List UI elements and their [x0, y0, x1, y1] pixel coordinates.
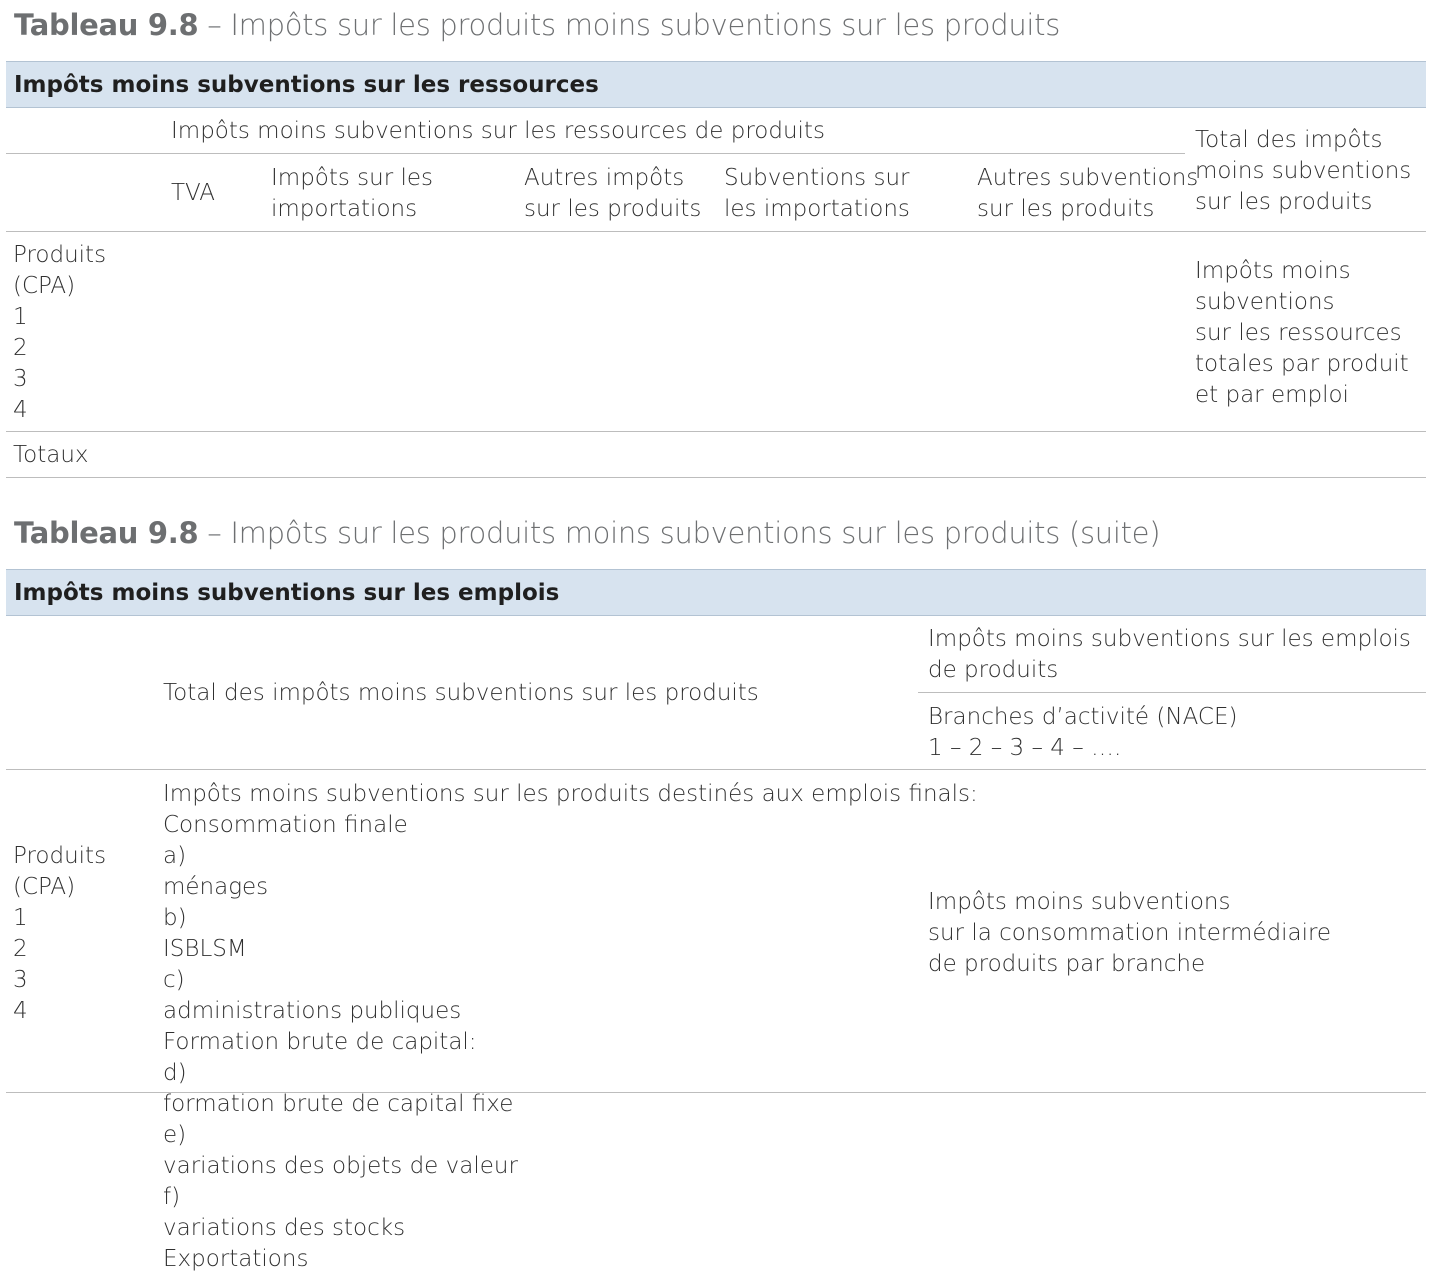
table1-title-text: – Impôts sur les produits moins subventions sur les produits	[198, 8, 1061, 42]
final-uses-intro: Impôts moins subventions sur les produits destinés aux emplois finals:	[163, 781, 978, 807]
text-line: sur les ressources	[1195, 320, 1402, 346]
table1-totals-label: Totaux	[13, 442, 89, 468]
text-line: (CPA)	[13, 273, 76, 299]
text-line: totales par produit	[1195, 351, 1409, 377]
table2-right-header	[928, 624, 1411, 686]
list-item: e) variations des objets de valeur	[163, 1122, 518, 1179]
text-line: importations	[271, 196, 418, 222]
text-line: Autres subventions	[977, 165, 1199, 191]
text-line: et par emploi	[1195, 382, 1349, 408]
table1-group-divider	[6, 153, 1185, 154]
text-line: 2	[13, 936, 28, 962]
table2-bottom-rule	[6, 1092, 1426, 1093]
list-item: f) variations des stocks	[163, 1184, 406, 1241]
text-line: sur les produits	[977, 196, 1155, 222]
table2-title	[14, 516, 1160, 550]
text-line: 2	[13, 335, 28, 361]
text-line: Subventions sur	[724, 165, 910, 191]
text-line: Autres impôts	[524, 165, 685, 191]
table2-left-header: Total des impôts moins subventions sur les produits	[163, 680, 759, 706]
final-consumption-heading: Consommation finale	[163, 812, 408, 838]
text-line: Branches d’activité (NACE)	[928, 704, 1238, 730]
final-uses-list	[163, 779, 978, 1275]
table2-section-band	[6, 569, 1426, 616]
exports-heading: Exportations	[163, 1246, 309, 1272]
col-header-import-taxes	[271, 163, 433, 225]
table1-body-divider	[6, 431, 1426, 432]
table1-total-cell-note	[1195, 256, 1409, 411]
list-item: d) formation brute de capital fixe	[163, 1060, 514, 1117]
col-header-import-subsidies	[724, 163, 910, 225]
table2-row-labels	[13, 841, 106, 1027]
text-line: 4	[13, 998, 28, 1024]
table1-header-divider	[6, 231, 1426, 232]
table1-bottom-rule	[6, 477, 1426, 478]
text-line: (CPA)	[13, 874, 76, 900]
table1-section-title: Impôts moins subventions sur les ressources	[14, 72, 599, 98]
list-item: c) administrations publiques	[163, 967, 462, 1024]
table1-group-header: Impôts moins subventions sur les ressources de produits	[171, 118, 825, 144]
text-line: sur la consommation intermédiaire	[928, 920, 1332, 946]
capital-formation-heading: Formation brute de capital:	[163, 1029, 477, 1055]
text-line: 3	[13, 967, 28, 993]
text-line: Produits	[13, 843, 107, 869]
text-line: Impôts moins subventions sur les emplois	[928, 626, 1411, 652]
text-line: Total des impôts	[1195, 127, 1383, 153]
table1-section-band	[6, 61, 1426, 108]
text-line: moins subventions	[1195, 158, 1412, 184]
text-line: Impôts moins	[1195, 258, 1351, 284]
table2-header-divider	[6, 769, 1426, 770]
intermediate-consumption-note	[928, 887, 1331, 980]
text-line: 1	[13, 304, 28, 330]
text-line: Impôts moins subventions	[928, 889, 1231, 915]
table2-title-text: – Impôts sur les produits moins subventions sur les produits (suite)	[198, 516, 1161, 550]
list-item: b) ISBLSM	[163, 905, 247, 962]
text-line: subventions	[1195, 289, 1335, 315]
text-line: sur les produits	[1195, 189, 1373, 215]
table1-title	[14, 8, 1060, 42]
text-line: 3	[13, 366, 28, 392]
col-header-other-subsidies	[977, 163, 1198, 225]
table1-title-number: Tableau 9.8	[14, 8, 199, 42]
text-line: sur les produits	[524, 196, 702, 222]
col-header-other-taxes	[524, 163, 701, 225]
table2-right-header-divider	[918, 692, 1426, 693]
text-line: 4	[13, 397, 28, 423]
text-line: Impôts sur les	[271, 165, 434, 191]
text-line: 1 – 2 – 3 – 4 – ….	[928, 735, 1122, 761]
col-header-total	[1195, 125, 1411, 218]
text-line: de produits par branche	[928, 951, 1206, 977]
table2-branches-header	[928, 702, 1237, 764]
text-line: de produits	[928, 657, 1059, 683]
text-line: Produits	[13, 242, 107, 268]
table1-row-labels	[13, 240, 106, 426]
text-line: les importations	[724, 196, 910, 222]
table2-title-number: Tableau 9.8	[14, 516, 199, 550]
col-header-tva: TVA	[171, 180, 216, 206]
table2-section-title: Impôts moins subventions sur les emplois	[14, 580, 560, 606]
text-line: 1	[13, 905, 28, 931]
list-item: a) ménages	[163, 843, 269, 900]
